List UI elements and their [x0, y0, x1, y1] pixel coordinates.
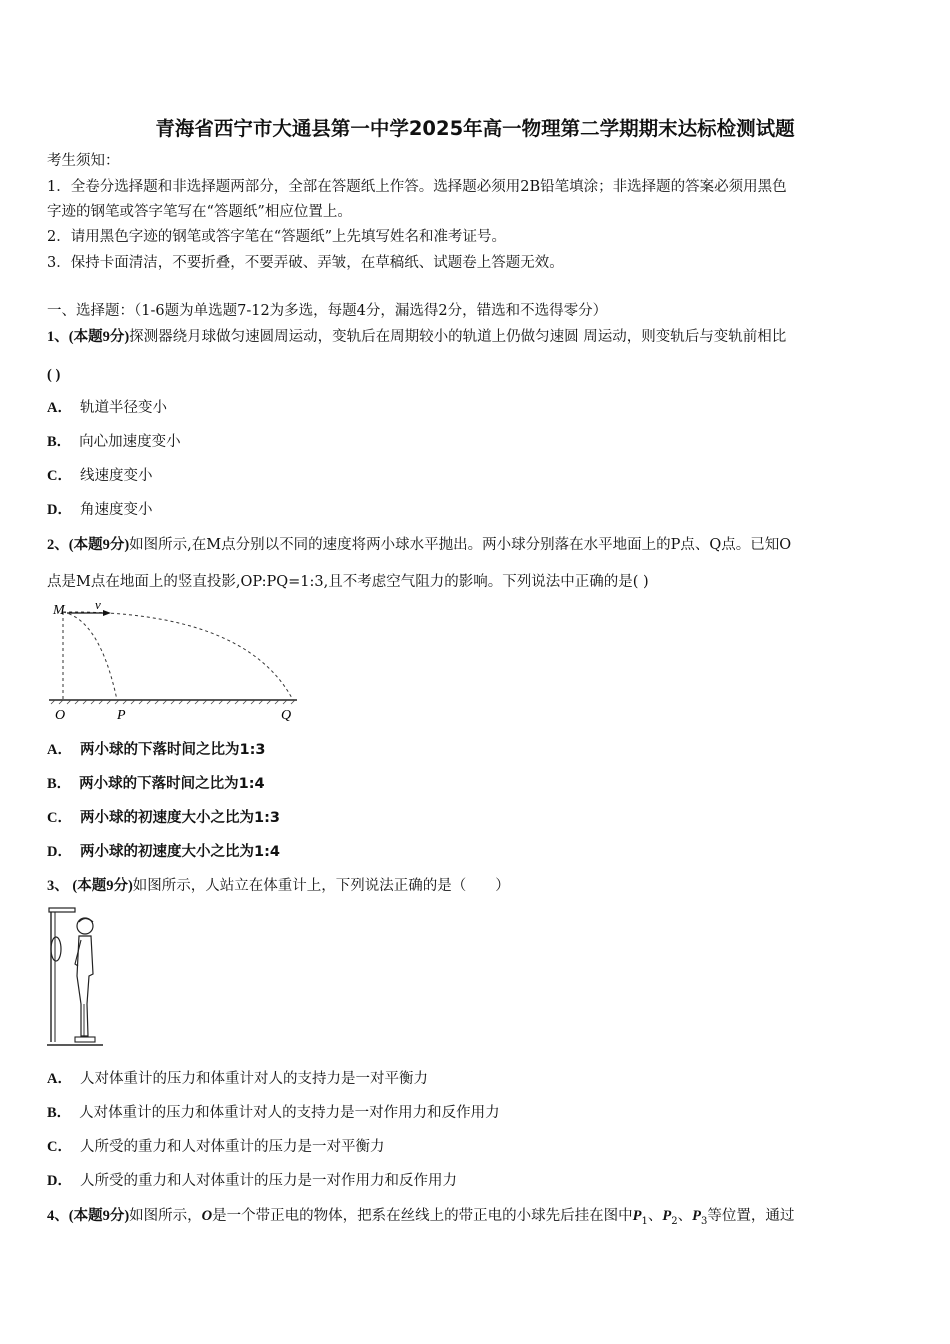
option-letter: B． — [47, 434, 72, 450]
person-body-icon — [77, 936, 93, 1036]
question-2-option-c[interactable] — [47, 808, 280, 828]
option-text: 两小球的下落时间之比为1:3 — [79, 742, 266, 758]
question-3-prefix: 3、 (本题9分) — [47, 878, 133, 894]
option-letter: B． — [47, 776, 72, 792]
question-4-text: 如图所示， — [129, 1208, 202, 1224]
symbol-p2: P — [662, 1208, 672, 1224]
question-1-option-c[interactable] — [47, 466, 152, 486]
symbol-o: O — [201, 1208, 213, 1224]
section-heading: 一、选择题：（1-6题为单选题7-12为多选，每题4分，漏选得2分，错选和不选得零分） — [47, 303, 608, 319]
option-text: 人对体重计的压力和体重计对人的支持力是一对作用力和反作用力 — [79, 1105, 500, 1121]
separator: 、 — [677, 1208, 693, 1224]
subscript: 2 — [671, 1215, 678, 1227]
notice-item: 3．保持卡面清洁，不要折叠，不要弄破、弄皱，在草稿纸、试题卷上答题无效。 — [47, 255, 564, 271]
option-text: 人所受的重力和人对体重计的压力是一对作用力和反作用力 — [79, 1173, 457, 1189]
option-letter: D． — [47, 502, 72, 518]
option-letter: C． — [47, 1139, 72, 1155]
question-3-option-b[interactable] — [47, 1103, 500, 1123]
option-text: 两小球的初速度大小之比为1:4 — [79, 844, 280, 860]
question-4-text: 等位置，通过 — [707, 1208, 795, 1224]
question-1-text: 探测器绕月球做匀速圆周运动，变轨后在周期较小的轨道上仍做匀速圆 周运动，则变轨后与变轨前相比 — [129, 329, 787, 345]
option-text: 人所受的重力和人对体重计的压力是一对平衡力 — [79, 1139, 385, 1155]
option-text: 两小球的初速度大小之比为1:3 — [79, 810, 280, 826]
question-2-prefix: 2、(本题9分) — [47, 537, 130, 553]
question-3-text: 如图所示，人站立在体重计上，下列说法正确的是（ ） — [132, 878, 510, 894]
option-letter: A． — [47, 1071, 72, 1087]
question-2-stem — [47, 535, 791, 555]
symbol-p3: P — [692, 1208, 701, 1224]
question-1-option-b[interactable] — [47, 432, 181, 452]
option-text: 角速度变小 — [79, 502, 153, 518]
notice-item: 字迹的钢笔或答字笔写在“答题纸”相应位置上。 — [47, 204, 352, 220]
question-1-option-a[interactable] — [47, 398, 167, 418]
option-letter: C． — [47, 810, 72, 826]
notice-heading: 考生须知： — [47, 153, 120, 169]
question-1-bracket: ( ) — [47, 367, 61, 383]
label-v: v — [95, 600, 101, 612]
question-2-option-d[interactable] — [47, 842, 280, 862]
option-text: 两小球的下落时间之比为1:4 — [79, 776, 265, 792]
page-title: 青海省西宁市大通县第一中学2025年高一物理第二学期期末达标检测试题 — [155, 117, 795, 140]
question-3-option-a[interactable] — [47, 1069, 428, 1089]
question-2-option-a[interactable] — [47, 740, 265, 760]
notice-item: 1．全卷分选择题和非选择题两部分，全部在答题纸上作答。选择题必须用2B铅笔填涂；非选择题的答案必须用黑色 — [47, 179, 787, 195]
question-2-text: 如图所示,在M点分别以不同的速度将两小球水平抛出。两小球分别落在水平地面上的P点、Q点。已知O — [129, 537, 792, 553]
label-o: O — [55, 708, 66, 723]
subscript: 1 — [641, 1215, 648, 1227]
scale-figure — [45, 904, 105, 1052]
projectile-figure — [45, 600, 305, 725]
label-p: P — [117, 708, 126, 723]
question-4-stem — [47, 1206, 794, 1232]
option-text: 向心加速度变小 — [79, 434, 181, 450]
label-m: M — [53, 603, 65, 618]
option-letter: C． — [47, 468, 72, 484]
question-1-prefix: 1、(本题9分) — [47, 329, 130, 345]
question-2-text-line2: 点是M点在地面上的竖直投影,OP:PQ=1:3,且不考虑空气阻力的影响。下列说法中正确的是( ) — [47, 574, 649, 590]
question-3-option-d[interactable] — [47, 1171, 457, 1191]
trajectory-q — [63, 612, 293, 700]
option-text: 轨道半径变小 — [79, 400, 167, 416]
option-letter: D． — [47, 1173, 72, 1189]
question-3-option-c[interactable] — [47, 1137, 384, 1157]
scale-dial-icon — [51, 937, 61, 961]
question-2-option-b[interactable] — [47, 774, 265, 794]
arrow-head-icon — [103, 610, 111, 616]
trajectory-p — [63, 612, 117, 700]
option-letter: A． — [47, 400, 72, 416]
option-text: 人对体重计的压力和体重计对人的支持力是一对平衡力 — [79, 1071, 428, 1087]
separator: 、 — [647, 1208, 663, 1224]
scale-top-bar — [49, 908, 75, 912]
question-4-text: 是一个带正电的物体，把系在丝线上的带正电的小球先后挂在图中 — [212, 1208, 633, 1224]
question-1-option-d[interactable] — [47, 500, 152, 520]
option-letter: B． — [47, 1105, 72, 1121]
notice-item: 2．请用黑色字迹的钢笔或答字笔在“答题纸”上先填写姓名和准考证号。 — [47, 229, 507, 245]
symbol-p1: P — [632, 1208, 642, 1224]
question-3-stem — [47, 876, 510, 896]
scale-platform — [75, 1037, 95, 1042]
label-q: Q — [281, 708, 292, 723]
question-1-stem — [47, 327, 786, 347]
option-letter: D． — [47, 844, 72, 860]
option-text: 线速度变小 — [79, 468, 153, 484]
question-4-prefix: 4、(本题9分) — [47, 1208, 130, 1224]
subscript: 3 — [700, 1215, 708, 1227]
option-letter: A． — [47, 742, 72, 758]
